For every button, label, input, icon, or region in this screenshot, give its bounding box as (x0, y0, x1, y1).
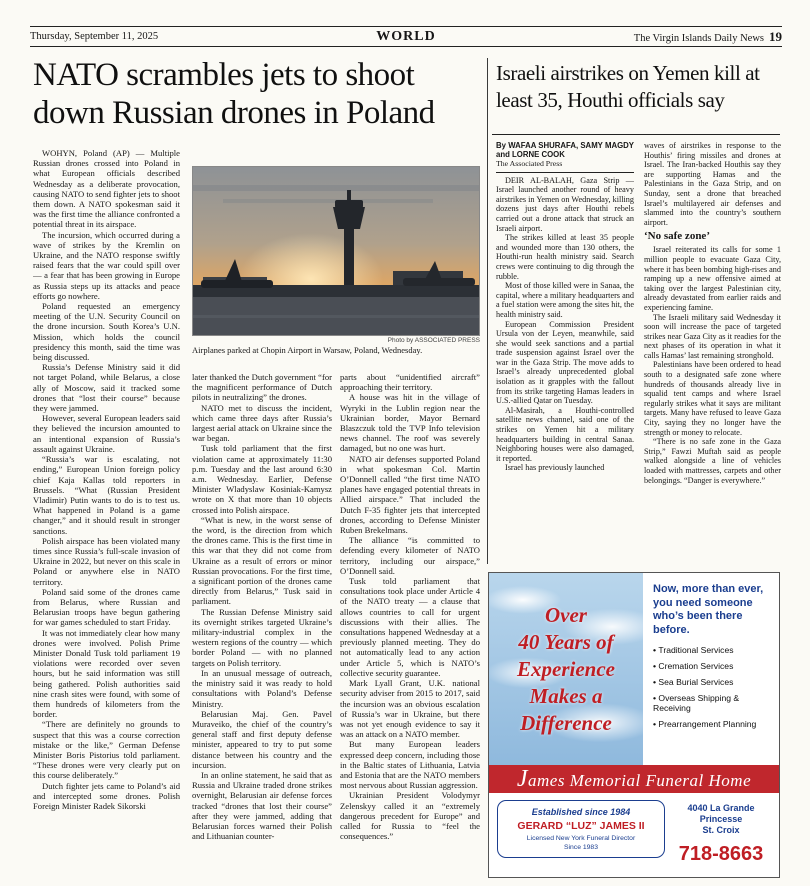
article-paragraph: “There is no safe zone in the Gaza Strip,” Fawzi Muftah said as people walked alongside a line of vehicles loaded with mattresses, carpets and other belongings. “Danger is everywhere.” (644, 437, 781, 485)
photo-caption: Airplanes parked at Chopin Airport in Warsaw, Poland, Wednesday. (192, 345, 423, 355)
ad-service-item: • Prearrangement Planning (653, 719, 771, 729)
article-paragraph: Israel has previously launched (505, 463, 605, 473)
israel-article-column-2 (644, 141, 781, 567)
ad-tagline: Now, more than ever, you need someone who’s been there before. (653, 583, 764, 636)
ad-service-item: • Traditional Services (653, 645, 771, 655)
article-paragraph: The Russian Defense Ministry said its overnight strikes targeted Ukraine’s military-industrial complex in the western regions of the country — which border Poland — with no planned targets on Polish territory. (192, 606, 332, 668)
article-paragraph: But many European leaders expressed deep concern, including those in the Baltic states of Lithuania, Latvia and Estonia that are the NATO members most nervous about Russian aggression. (340, 739, 480, 791)
article-photo (192, 166, 480, 336)
article-paragraph: The Israeli military said Wednesday it soon will increase the pace of targeted strikes near Gaza City as it readies for the next phases of its operation in what it calls Hamas’ last remaining stronghold. (644, 312, 781, 360)
ad-address (669, 803, 773, 836)
column-divider-rule (487, 58, 488, 564)
article-paragraph: Al-Masirah, a Houthi-controlled satellite news channel, said one of the strikes on Yemen hit a military headquarters building in central Sanaa. Neighboring houses were also damaged, it reported. (496, 405, 634, 463)
article-paragraph: The alliance “is committed to defending every kilometer of NATO territory, including our airspace,” O’Donnell said. (340, 535, 480, 576)
ad-top-section (489, 573, 779, 765)
article-photo-block (192, 166, 480, 355)
ad-contact-block (669, 803, 773, 866)
article-paragraph: Most of those killed were in Sanaa, the capital, where a military headquarters and a fuel station were among the sites hit, the health ministry said. (496, 281, 634, 319)
ad-headline-line: Experience (517, 656, 615, 681)
ad-service-item: • Overseas Shipping & Receiving (653, 693, 771, 713)
article-paragraph: later thanked the Dutch government “for the magnificent performance of Dutch pilots in neutralizing” the drones. (192, 372, 332, 403)
ad-services-panel (643, 573, 779, 765)
article-paragraph: Mark Lyall Grant, U.K. national security adviser from 2015 to 2017, said the incursion was an obvious escalation of Russia’s war in Ukraine, but there was not yet enough evidence to say it was an attack on a NATO member. (340, 678, 480, 740)
ad-established: Established since 1984 (531, 807, 631, 817)
byline-names: By WAFAA SHURAFA, SAMY MAGDY and LORNE COOK (496, 141, 634, 160)
article-paragraph: However, several European leaders said they believed the incursion amounted to an intentional expansion of Russia’s assault against Ukraine. (33, 413, 180, 454)
byline-agency: The Associated Press (496, 159, 563, 169)
ad-headline-line: Difference (520, 710, 612, 735)
ad-owner-name: GERARD “LUZ” JAMES II (517, 820, 645, 832)
airport-sunset-photo-illustration (193, 167, 480, 336)
article-paragraph: parts about “unidentified aircraft” approaching their territory. (340, 372, 480, 393)
article-paragraph: WOHYN, Poland (AP) — Multiple Russian drones crossed into Poland in what European officials described Wednesday as a deliberate provocation, causing NATO to send fighter jets to shoot them down. A NATO spokesman said it was the first time the alliance confronted a potential threat in its airspace. (33, 148, 180, 230)
article-paragraph: In an online statement, he said that as Russia and Ukraine traded drone strikes overnight, Belarusian air defense forces tracked “drones that lost their course” after they were jammed, adding that Belarusian forces warned their Polish and Lithuanian counter- (192, 769, 332, 842)
ad-license (502, 835, 660, 852)
ad-bottom-section (489, 793, 779, 877)
article-paragraph: Israel reiterated its calls for some 1 million people to evacuate Gaza City, where it has been bombing high-rises and ramping up a new offensive aimed at taking over the largest Palestinian city, already devastated from earlier raids and experiencing famine. (644, 245, 781, 312)
section-title: WORLD (376, 28, 436, 44)
article-paragraph: “Russia’s war is escalating, not ending,” European Union foreign policy chief Kaja Kallas told reporters in Brussels. “What (Russian President Vladimir) Putin wants to do is to test us. What happened in Poland is a game changer,” and it should result in stronger sanctions. (33, 454, 180, 536)
header-date: Thursday, September 11, 2025 (30, 31, 159, 42)
israel-headline: Israeli airstrikes on Yemen kill at least 35, Houthi officials say (496, 61, 760, 112)
main-article-column-1 (33, 148, 180, 882)
article-paragraph: NATO met to discuss the incident, which came three days after Russia’s largest aerial attack on Ukraine since the war began. (192, 402, 332, 444)
paper-name-text: The Virgin Islands Daily News (633, 32, 764, 44)
ad-headline-line: Makes a (529, 683, 603, 708)
article-paragraph: Polish airspace has been violated many times since Russia’s full-scale invasion of Ukraine in 2022, but never on this scale in Poland or anywhere else in NATO territory. (33, 535, 180, 587)
funeral-home-advertisement (488, 572, 780, 878)
ad-headline-line: Over (545, 602, 587, 627)
headline-rule (492, 134, 780, 135)
article-paragraph: In an unusual message of outreach, the ministry said it was ready to hold consultations with Poland’s Defense Ministry. (192, 667, 332, 709)
ad-address-line1: 4040 La Grande Princesse (687, 803, 755, 824)
ad-phone-number: 718-8663 (678, 843, 764, 865)
ad-service-item: • Cremation Services (653, 661, 771, 671)
article-paragraph: Belarusian Maj. Gen. Pavel Muraveiko, the chief of the country’s general staff and first deputy defense minister, appeared to try to put some distance between his country and the incursion. (192, 708, 332, 770)
page-header (30, 26, 782, 47)
israel-column-2-text-bottom (644, 245, 781, 485)
article-paragraph: Dutch fighter jets came to Poland’s aid and intercepted some drones. Polish Foreign Minister Radek Sikorski (33, 780, 180, 811)
article-paragraph: Tusk told parliament that the first violation came at approximately 11:30 p.m. Tuesday and the last around 6:30 a.m. Wednesday. Earlier, Defense Minister Wladyslaw Kosiniak-Kamysz wrote on X that more than 10 objects crossed into Polish airspace. (192, 443, 332, 515)
main-article-column-3 (340, 372, 480, 882)
ad-info-box (497, 800, 665, 858)
article-paragraph: waves of airstrikes in response to the Houthis’ firing missiles and drones at Israel. The Iran-backed Houthis say they are supporting Hamas and the Palestinians in the Gaza Strip, and on Sunday, sent a drone that breached Israel’s multilayered air defenses and slammed into the country’s southern airport. (644, 141, 781, 227)
article-paragraph: Poland requested an emergency meeting of the U.N. Security Council on the drone incursion. South Korea’s U.N. Mission, which holds the council presidency this month, said the time was being discussed. (33, 301, 180, 363)
article-paragraph: Tusk told parliament that consultations took place under Article 4 of the NATO treaty — a clause that allows countries to call for urgent discussions with their allies. The consultations happened Wednesday at a previously planned meeting. They do not automatically lead to any action under Article 5, which is NATO’s collective security guarantee. (340, 576, 480, 678)
article-paragraph: Poland said some of the drones came from Belarus, where Russian and Belarusian troops have begun gathering for war games scheduled to start Friday. (33, 586, 180, 628)
ad-license-line1: Licensed New York Funeral Director (526, 835, 636, 842)
article-paragraph: Russia’s Defense Ministry said it did not target Poland, while Belarus, a close ally of Moscow, said it tracked some drones that “lost their course” because they were jammed. (33, 362, 180, 414)
article-paragraph: A house was hit in the village of Wyryki in the Lublin region near the Ukrainian border, Mayor Bernard Blaszczuk told the TVP Info television news channel. The roof was severely damaged, but no one was hurt. (340, 392, 480, 454)
byline-block (496, 141, 634, 173)
article-paragraph: It was not immediately clear how many drones were involved. Polish Prime Minister Donald Tusk told parliament 19 violations were recorded over seven hours, but he said information was still being gathered. Polish authorities said nine crash sites were found, with some of them hundreds of kilometers from the border. (33, 627, 180, 720)
article-paragraph: NATO air defenses supported Poland in what spokesman Col. Martin O’Donnell called “the first time NATO planes have engaged potential threats in Allied airspace.” That included the Dutch F-35 fighter jets that intercepted drones, according to Defense Minister Ruben Brekelmans. (340, 453, 480, 536)
article-paragraph: “What is new, in the worst sense of the word, is the direction from which the drones came. This is the first time in this war that they did not come from Ukraine as a result of errors or minor Russian provocations. For the first time, a significant portion of the drones came directly from Belarus,” Tusk said in parliament. (192, 514, 332, 607)
article-paragraph: Palestinians have been ordered to head south to a designated safe zone where hundreds of thousands already live in squalid tent camps and where Israel regularly strikes what it says are militant targets. Many have refused to leave Gaza City, saying they no longer have the strength or money to relocate. (644, 360, 781, 437)
ad-banner: James Memorial Funeral Home (489, 765, 779, 793)
ad-services-list (653, 645, 771, 729)
article-paragraph: Ukrainian President Volodymyr Zelenskyy called it an “extremely dangerous precedent for Europe” and called for Russia to “feel the consequences.” (340, 790, 480, 842)
main-headline: NATO scrambles jets to shoot down Russian drones in Poland (33, 57, 435, 131)
article-paragraph: The strikes killed at least 35 people and wounded more than 130 others, the Houthi-run health ministry said. Search crews were continuing to dig through the rubble. (496, 233, 634, 281)
ad-service-item: • Sea Burial Services (653, 677, 771, 687)
israel-column-2-text-top (644, 141, 781, 227)
article-paragraph: The incursion, which occurred during a wave of strikes by the Kremlin on Ukraine, and the NATO response swiftly raised fears that the war could spill over — a fear that has been growing in Europe as Russia steps up its attacks and peace efforts go nowhere. (33, 229, 180, 301)
photo-credit: Photo by ASSOCIATED PRESS (387, 337, 480, 344)
ad-sky-panel (489, 573, 643, 765)
ad-license-line2: Since 1983 (563, 843, 598, 851)
page-number: 19 (769, 28, 782, 44)
ad-headline-line: 40 Years of (518, 629, 614, 654)
ad-address-line2: St. Croix (702, 825, 740, 835)
main-article-column-2 (192, 372, 332, 882)
israel-article-column-1 (496, 141, 634, 567)
article-paragraph: European Commission President Ursula von der Leyen, meanwhile, said she would seek sanctions and a partial trade suspension against Israel over the war in the Gaza Strip. The move adds to Israel’s already unprecedented global isolation as it grapples with the fallout from its strike targeting Hamas leaders in U.S.-allied Qatar on Tuesday. (496, 319, 634, 406)
article-paragraph: “There are definitely no grounds to suspect that this was a course correction mistake or the like,” German Defense Minister Boris Pistorius told parliament. “These drones were very clearly put on this course deliberately.” (33, 719, 180, 781)
article-subhead: ‘No safe zone’ (644, 230, 710, 243)
article-paragraph: DEIR AL-BALAH, Gaza Strip — Israel launched another round of heavy airstrikes in Yemen on Wednesday, killing dozens just days after Houthi rebels carried out a drone attack that struck an Israeli airport. (496, 175, 634, 233)
israel-column-1-text (496, 176, 634, 473)
